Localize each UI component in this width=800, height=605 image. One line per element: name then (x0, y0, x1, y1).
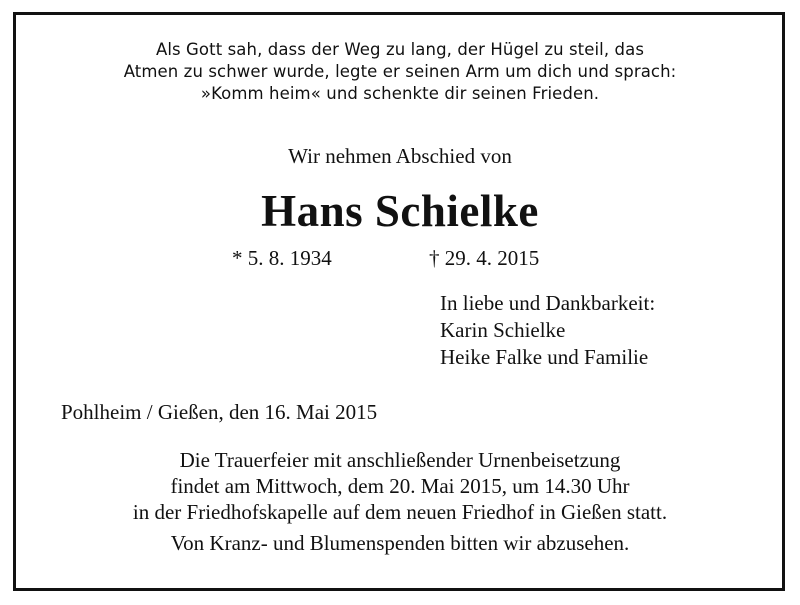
mourners-block (440, 290, 655, 371)
poem-line: Als Gott sah, dass der Weg zu lang, der Hügel zu steil, das (155, 40, 645, 59)
birth-date: * 5. 8. 1934 (232, 246, 332, 270)
deceased-name: Hans Schielke (261, 186, 539, 236)
ceremony-line: in der Friedhofskapelle auf dem neuen Friedhof in Gießen statt. (132, 500, 668, 524)
ceremony-line: Die Trauerfeier mit anschließender Urnenbeisetzung (179, 448, 621, 472)
death-date: † 29. 4. 2015 (429, 246, 540, 270)
mourners-heading: In liebe und Dankbarkeit: (440, 291, 656, 315)
ceremony-info (0, 447, 800, 525)
mourner-name: Heike Falke und Familie (440, 345, 649, 369)
ceremony-line: findet am Mittwoch, dem 20. Mai 2015, um 14.30 Uhr (170, 474, 630, 498)
poem (0, 39, 800, 105)
poem-line: Atmen zu schwer wurde, legte er seinen Arm um dich und sprach: (123, 62, 677, 81)
flowers-note: Von Kranz- und Blumenspenden bitten wir abzusehen. (170, 531, 630, 555)
poem-line: »Komm heim« und schenkte dir seinen Frieden. (200, 84, 600, 103)
place-date: Pohlheim / Gießen, den 16. Mai 2015 (61, 400, 378, 424)
mourner-name: Karin Schielke (440, 318, 566, 342)
intro-text: Wir nehmen Abschied von (288, 144, 512, 168)
